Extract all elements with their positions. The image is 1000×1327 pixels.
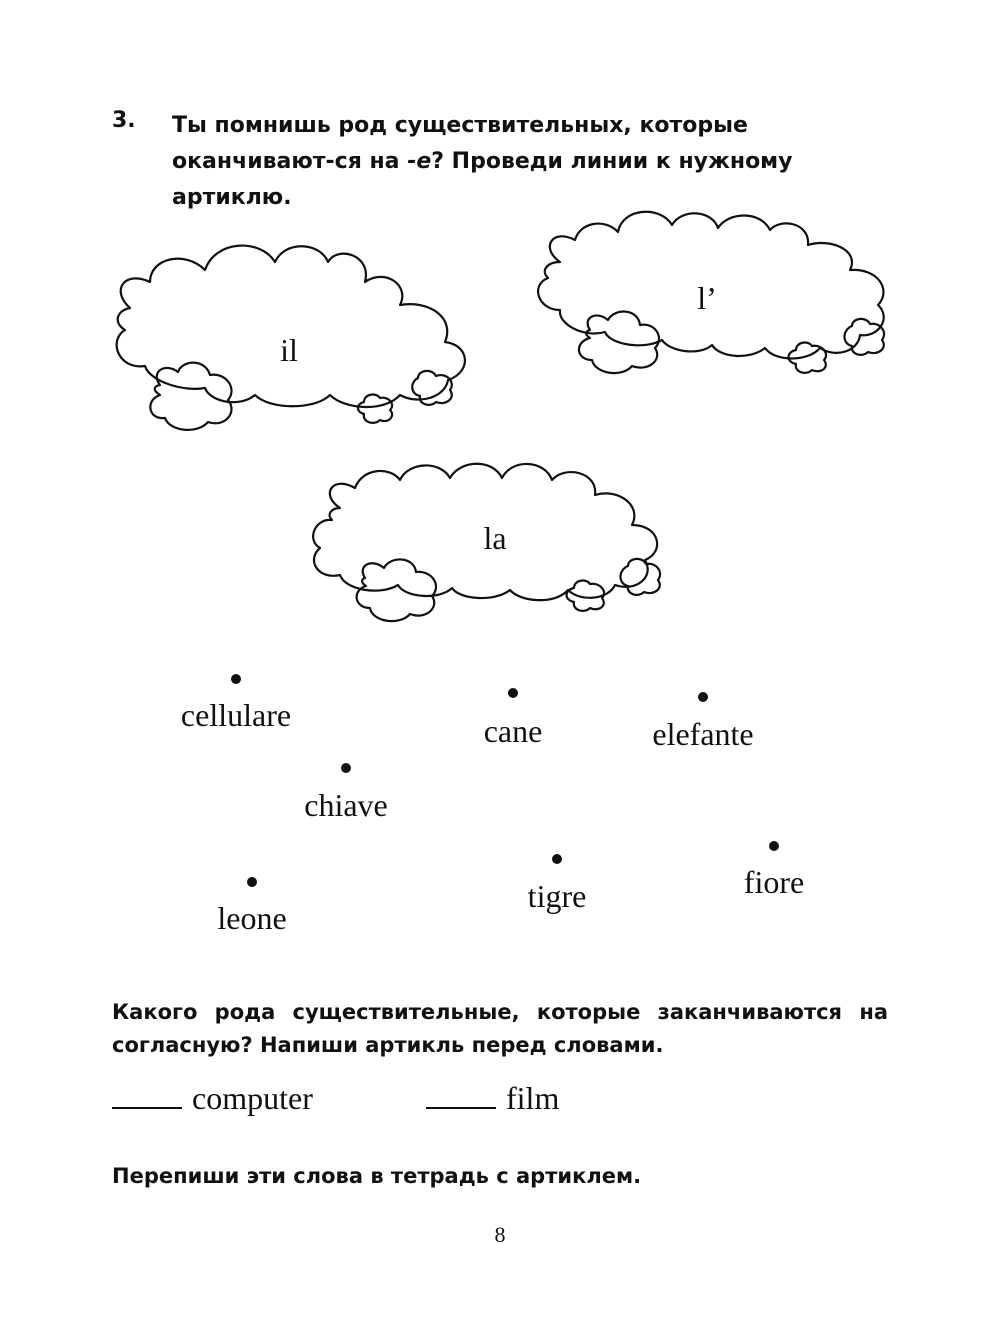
word-cane: cane — [483, 713, 543, 749]
rewrite-instruction: Перепиши эти слова в тетрадь с артиклем. — [112, 1164, 642, 1188]
cloud-label-l: l’ — [697, 280, 717, 316]
cloud-label-il: il — [280, 332, 298, 368]
word-leone: leone — [217, 900, 287, 936]
connect-dot[interactable] — [341, 763, 351, 773]
word-tigre: tigre — [527, 878, 587, 914]
connect-dot[interactable] — [698, 692, 708, 702]
word-fiore: fiore — [743, 864, 805, 900]
fill-item-computer — [112, 1080, 313, 1117]
instructions-part-1: Ты помнишь род существительных, которые оканчивают-ся на — [172, 113, 748, 174]
exercise-number: 3. — [112, 108, 136, 133]
answer-blank[interactable] — [426, 1083, 496, 1109]
word-chiave: chiave — [304, 787, 388, 823]
connect-dot[interactable] — [552, 854, 562, 864]
fill-item-film — [426, 1080, 559, 1117]
page-number: 8 — [494, 1222, 506, 1247]
cloud-label-la: la — [483, 520, 507, 556]
connect-dot[interactable] — [508, 688, 518, 698]
word-cellulare: cellulare — [180, 697, 292, 733]
answer-blank[interactable] — [112, 1083, 182, 1109]
connect-dot[interactable] — [231, 674, 241, 684]
instructions-part-2: ? Проведи линии к нужному артиклю. — [172, 149, 793, 210]
connect-dot[interactable] — [247, 877, 257, 887]
question-text: Какого рода существительные, которые заканчиваются на согласную? Напиши артикль перед словами. — [112, 1000, 888, 1057]
word-elefante: elefante — [652, 716, 754, 752]
fill-word: film — [506, 1080, 560, 1116]
fill-word: computer — [192, 1080, 313, 1116]
ending-e: -e — [407, 149, 432, 174]
connect-dot[interactable] — [769, 841, 779, 851]
